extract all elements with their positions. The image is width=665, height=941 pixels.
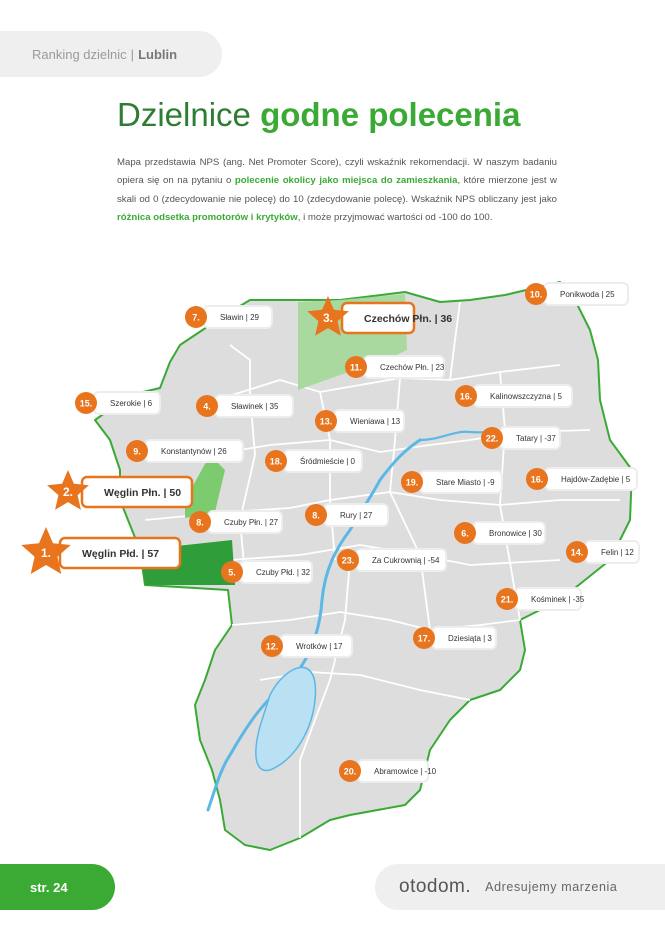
district-name: Czuby Płn. xyxy=(224,518,263,527)
district-name-nps xyxy=(364,313,452,325)
rank-number: 16. xyxy=(459,391,473,402)
rank-number: 21. xyxy=(500,594,514,605)
district-name: Kalinowszczyzna xyxy=(490,392,551,401)
district-name-nps xyxy=(350,417,401,426)
district-name: Hajdów-Zadębie xyxy=(561,475,620,484)
rank-number: 23. xyxy=(341,555,355,566)
district-nps: | 26 xyxy=(211,447,227,456)
rank-number: 22. xyxy=(485,433,499,444)
district-name-nps xyxy=(231,402,279,411)
rank-number: 6. xyxy=(461,528,469,539)
district-label xyxy=(481,427,560,449)
district-nps: | 6 xyxy=(141,399,153,408)
rank-number: 9. xyxy=(133,446,141,457)
district-name-nps xyxy=(372,556,440,565)
district-name: Czechów Płn. xyxy=(380,363,429,372)
district-name-nps xyxy=(161,447,227,456)
district-nps: | -37 xyxy=(537,434,556,443)
rank-number: 12. xyxy=(265,641,279,652)
district-name-nps xyxy=(220,313,260,322)
district-nps: | 0 xyxy=(344,457,355,466)
district-name-nps xyxy=(300,457,356,466)
district-label xyxy=(401,471,502,493)
district-nps: | 17 xyxy=(326,642,343,651)
rank-number: 15. xyxy=(79,398,93,409)
district-label xyxy=(185,306,272,328)
rank-number: 18. xyxy=(269,456,283,467)
district-nps: | -35 xyxy=(566,595,585,604)
district-label xyxy=(265,450,362,472)
district-name: Konstantynów xyxy=(161,447,212,456)
district-name: Felin xyxy=(601,548,619,557)
rank-number: 5. xyxy=(228,567,236,578)
district-nps: | 5 xyxy=(619,475,631,484)
intro-text-3: , i może przyjmować wartości od -100 do 100. xyxy=(297,211,493,223)
district-nps: | 29 xyxy=(243,313,259,322)
district-label xyxy=(339,760,437,782)
district-name-nps xyxy=(104,487,181,499)
district-name: Wrotków xyxy=(296,642,327,651)
district-label xyxy=(455,385,572,407)
district-nps: | -54 xyxy=(421,556,440,565)
district-name: Szerokie xyxy=(110,399,142,408)
district-name: Bronowice xyxy=(489,529,527,538)
district-name-nps xyxy=(489,529,542,538)
district-nps: | -10 xyxy=(418,767,437,776)
section-label: Ranking dzielnic xyxy=(32,46,127,62)
district-nps: | 13 xyxy=(384,417,401,426)
district-label xyxy=(345,356,445,378)
district-name: Czechów Płn. xyxy=(364,313,432,325)
brand-slogan: Adresujemy marzenia xyxy=(485,880,618,894)
rank-number: 19. xyxy=(405,477,419,488)
page-number-tab xyxy=(0,864,115,910)
district-label xyxy=(496,588,585,610)
district-label xyxy=(189,511,282,533)
district-nps: | 12 xyxy=(618,548,634,557)
district-name: Sławin xyxy=(220,313,244,322)
district-name-nps xyxy=(82,548,159,560)
district-name-nps xyxy=(436,478,495,487)
district-nps: | 50 xyxy=(160,487,182,499)
district-nps: | -9 xyxy=(480,478,495,487)
rank-number: 8. xyxy=(312,510,320,521)
rank-number: 14. xyxy=(570,547,584,558)
district-nps: | 5 xyxy=(550,392,562,401)
district-label xyxy=(261,635,352,657)
district-name: Ponikwoda xyxy=(560,290,600,299)
district-label xyxy=(126,440,243,462)
district-name: Sławinek xyxy=(231,402,264,411)
rank-number: 13. xyxy=(319,416,333,427)
district-nps: | 23 xyxy=(428,363,445,372)
district-label xyxy=(454,522,545,544)
district-label xyxy=(196,395,293,417)
district-nps: | 57 xyxy=(138,548,160,560)
rank-number: 20. xyxy=(343,766,357,777)
brand-tab xyxy=(375,864,665,910)
brand-logo: otodom. xyxy=(399,876,472,897)
district-nps: | 27 xyxy=(356,511,373,520)
rank-number: 1. xyxy=(40,546,52,560)
district-name-nps xyxy=(110,399,153,408)
district-name: Kośminek xyxy=(531,595,567,604)
district-name: Stare Miasto xyxy=(436,478,481,487)
district-name-nps xyxy=(256,568,311,577)
district-name-nps xyxy=(601,548,634,557)
section-city: Lublin xyxy=(138,46,178,62)
district-label xyxy=(315,410,404,432)
rank-number: 11. xyxy=(349,362,363,373)
district-label xyxy=(47,470,192,510)
intro-text-2: , które mierzone jest w skali od 0 (zdecydowanie nie polecę) do 10 (zdecydowanie polecę). Wskaźnik NPS obliczany jest jako xyxy=(117,175,557,205)
district-name-nps xyxy=(490,392,562,401)
district-name-nps xyxy=(340,511,373,520)
rank-number: 10. xyxy=(529,289,543,300)
district-label xyxy=(305,504,388,526)
intro-text-1: Mapa przedstawia NPS (ang. Net Promoter Score), czyli wskaźnik rekomendacji. W naszym badaniu opiera się on na pytaniu o xyxy=(117,157,557,187)
district-name-nps xyxy=(531,595,585,604)
district-name: Tatary xyxy=(516,434,538,443)
district-name: Śródmieście xyxy=(300,457,345,466)
intro-highlight-1: polecenie okolicy jako miejsca do zamieszkania xyxy=(234,175,458,187)
intro-highlight-2: różnica odsetka promotorów i krytyków xyxy=(117,211,298,223)
rank-number: 17. xyxy=(417,633,431,644)
district-label xyxy=(337,549,446,571)
district-label xyxy=(526,468,637,490)
district-name-nps xyxy=(296,642,343,651)
district-nps: | 25 xyxy=(599,290,615,299)
district-nps: | 36 xyxy=(431,313,453,325)
district-name-nps xyxy=(380,363,445,372)
district-name-nps xyxy=(560,290,615,299)
district-name: Abramowice xyxy=(374,767,419,776)
title-part1: Dzielnice xyxy=(117,96,251,133)
rank-number: 8. xyxy=(196,517,204,528)
district-nps: | 27 xyxy=(262,518,279,527)
district-nps: | 32 xyxy=(294,568,311,577)
district-nps: | 30 xyxy=(526,529,542,538)
district-label xyxy=(566,541,639,563)
district-name: Wieniawa xyxy=(350,417,385,426)
page-number: str. 24 xyxy=(30,879,68,895)
district-name-nps xyxy=(561,475,631,484)
district-label xyxy=(413,627,496,649)
district-nps: | 35 xyxy=(263,402,279,411)
district-name-nps xyxy=(448,634,492,643)
district-label xyxy=(221,561,312,583)
rank-number: 7. xyxy=(192,312,200,323)
title-part2: godne polecenia xyxy=(260,96,521,133)
rank-number: 16. xyxy=(530,474,544,485)
district-name: Czuby Płd. xyxy=(256,568,295,577)
district-nps: | 3 xyxy=(480,634,492,643)
district-name-nps xyxy=(374,767,437,776)
district-label xyxy=(525,283,628,305)
district-name-nps xyxy=(516,434,556,443)
district-name: Za Cukrownią xyxy=(372,556,422,565)
rank-number: 4. xyxy=(203,401,211,412)
district-label xyxy=(75,392,160,414)
district-name: Dziesiąta xyxy=(448,634,481,643)
rank-number: 3. xyxy=(322,311,334,325)
district-name: Węglin Płd. xyxy=(82,548,139,560)
rank-number: 2. xyxy=(62,485,74,499)
section-separator: | xyxy=(130,46,135,62)
district-name-nps xyxy=(224,518,279,527)
district-name: Węglin Płn. xyxy=(104,487,161,499)
district-name: Rury xyxy=(340,511,357,520)
